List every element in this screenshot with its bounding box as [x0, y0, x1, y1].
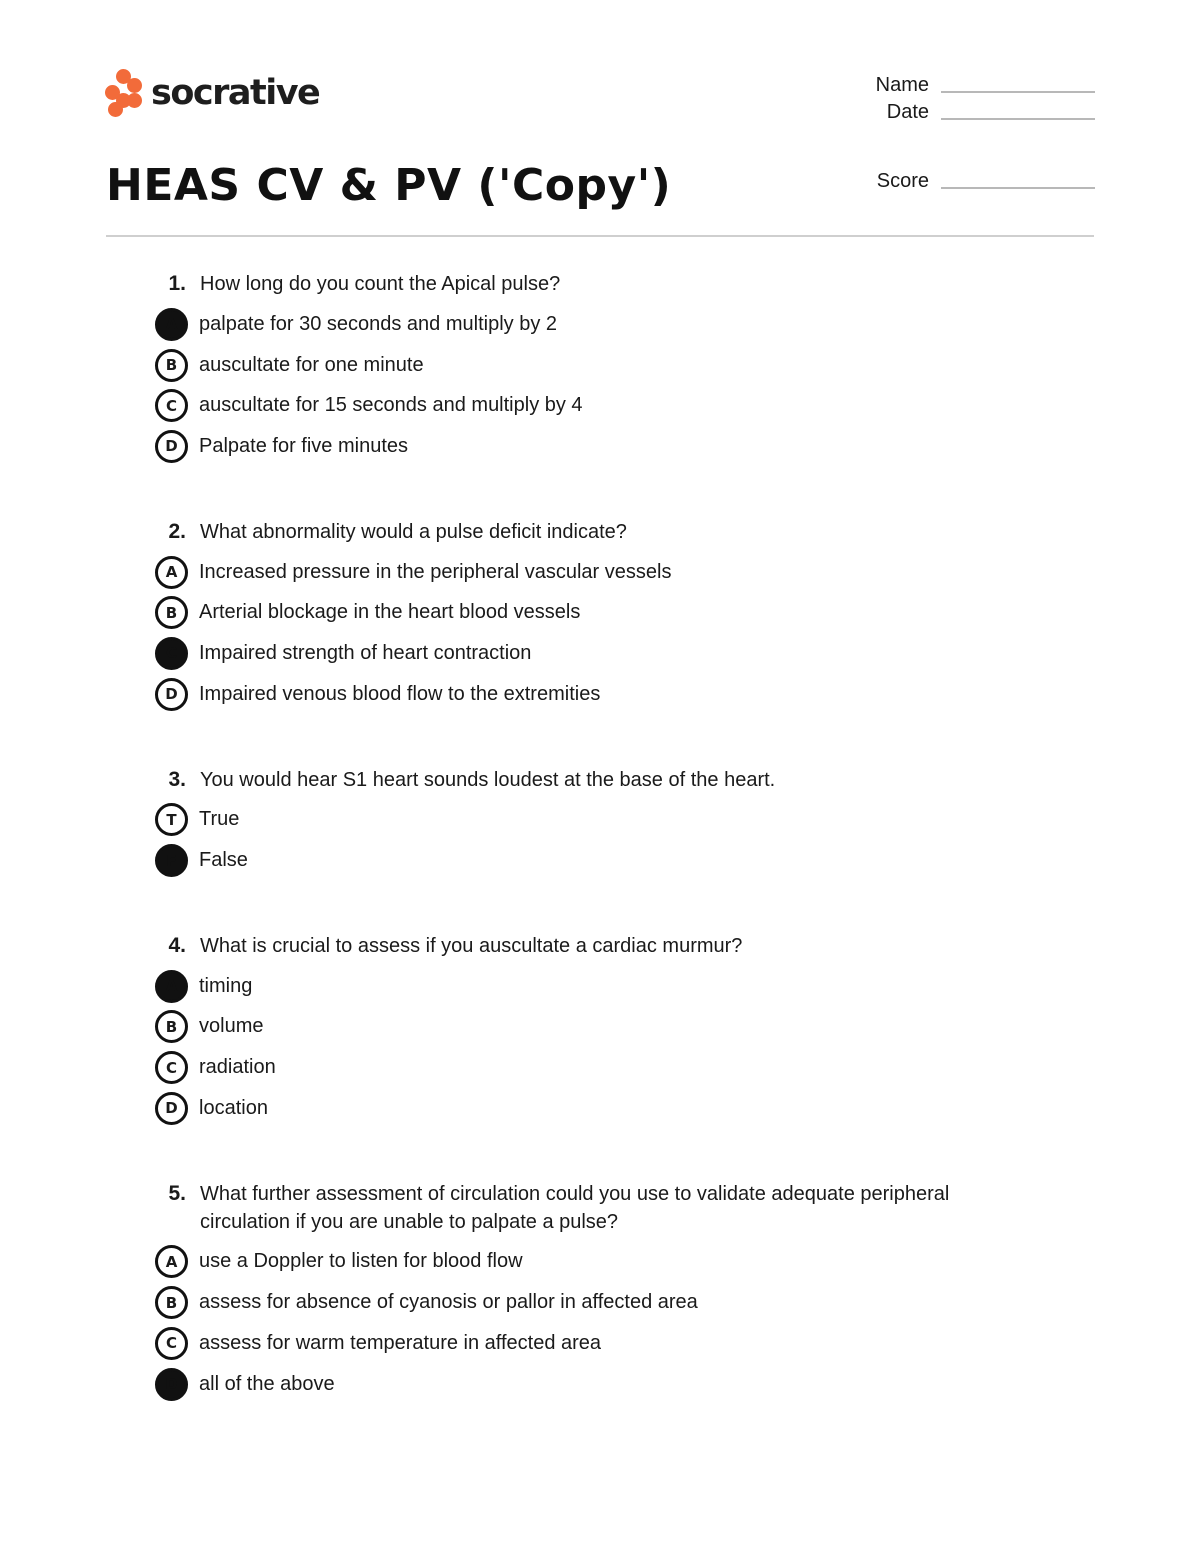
answer-bubble-filled-icon[interactable]: C — [155, 637, 188, 670]
date-field — [865, 101, 1095, 124]
answer-text: volume — [199, 1015, 264, 1038]
answer-option[interactable] — [155, 426, 1055, 467]
question-text: What abnormality would a pulse deficit indicate? — [200, 520, 627, 543]
answer-bubble-icon[interactable]: A — [155, 1245, 188, 1278]
answer-option[interactable] — [155, 1088, 1055, 1129]
question-header — [155, 1180, 1055, 1236]
question-number: 3. — [168, 767, 186, 791]
question-header — [155, 270, 1055, 298]
answer-bubble-icon[interactable]: D — [155, 430, 188, 463]
question-text: How long do you count the Apical pulse? — [200, 273, 561, 295]
answer-text: location — [199, 1096, 268, 1119]
answer-text: False — [199, 849, 248, 872]
score-field — [865, 170, 1095, 193]
answer-bubble-filled-icon[interactable]: D — [155, 1368, 188, 1401]
question-number: 2. — [168, 519, 186, 543]
question-text: What is crucial to assess if you auscultate a cardiac murmur? — [200, 934, 743, 957]
answer-bubble-icon[interactable]: C — [155, 1327, 188, 1360]
answer-text: use a Doppler to listen for blood flow — [199, 1250, 523, 1273]
name-line — [941, 91, 1095, 93]
answer-options — [155, 552, 1055, 715]
question-header — [155, 932, 1055, 960]
answer-bubble-icon[interactable]: B — [155, 1286, 188, 1319]
answer-text: Palpate for five minutes — [199, 434, 408, 457]
date-label: Date — [886, 101, 929, 123]
question-list — [155, 270, 1055, 1455]
question-number: 4. — [168, 933, 186, 957]
answer-option[interactable] — [155, 592, 1055, 633]
answer-bubble-filled-icon[interactable]: A — [155, 308, 188, 341]
answer-option[interactable] — [155, 1323, 1055, 1364]
quiz-title: HEAS CV & PV ('Copy') — [106, 160, 672, 211]
answer-text: assess for absence of cyanosis or pallor in affected area — [199, 1291, 698, 1314]
answer-bubble-icon[interactable]: C — [155, 1051, 188, 1084]
name-field — [865, 74, 1095, 97]
logo-wordmark: socrative — [151, 72, 320, 113]
answer-option[interactable] — [155, 304, 1055, 345]
question-header — [155, 518, 1055, 546]
answer-text: all of the above — [199, 1372, 335, 1395]
answer-text: assess for warm temperature in affected area — [199, 1331, 602, 1354]
answer-option[interactable] — [155, 552, 1055, 593]
answer-option[interactable] — [155, 966, 1055, 1007]
answer-option[interactable] — [155, 674, 1055, 715]
answer-option[interactable] — [155, 1007, 1055, 1048]
answer-option[interactable] — [155, 840, 1055, 881]
answer-text: auscultate for 15 seconds and multiply by 4 — [199, 394, 583, 417]
question-1 — [155, 270, 1055, 467]
answer-options — [155, 800, 1055, 881]
question-2 — [155, 518, 1055, 715]
answer-text: Arterial blockage in the heart blood vessels — [199, 601, 581, 624]
logo-hexagon-icon — [105, 69, 145, 117]
answer-text: Impaired venous blood flow to the extremities — [199, 682, 601, 705]
question-3 — [155, 766, 1055, 881]
answer-options — [155, 966, 1055, 1129]
question-4 — [155, 932, 1055, 1129]
question-number: 5. — [168, 1181, 186, 1205]
header-divider — [106, 235, 1094, 237]
answer-options — [155, 1242, 1055, 1405]
question-number: 1. — [168, 272, 186, 295]
answer-text: Impaired strength of heart contraction — [199, 641, 532, 664]
answer-bubble-icon[interactable]: A — [155, 556, 188, 589]
answer-option[interactable] — [155, 800, 1055, 841]
answer-bubble-icon[interactable]: C — [155, 389, 188, 422]
answer-bubble-icon[interactable]: B — [155, 1010, 188, 1043]
socrative-logo — [105, 68, 319, 118]
name-label: Name — [875, 74, 929, 96]
answer-option[interactable] — [155, 1047, 1055, 1088]
score-line — [941, 187, 1095, 189]
answer-bubble-filled-icon[interactable]: A — [155, 970, 188, 1003]
answer-bubble-icon[interactable]: D — [155, 1092, 188, 1125]
answer-text: Increased pressure in the peripheral vascular vessels — [199, 560, 672, 583]
answer-bubble-icon[interactable]: T — [155, 803, 188, 836]
question-5 — [155, 1180, 1055, 1405]
answer-bubble-icon[interactable]: D — [155, 678, 188, 711]
answer-text: True — [199, 808, 240, 831]
answer-options — [155, 304, 1055, 467]
answer-option[interactable] — [155, 1282, 1055, 1323]
question-text: What further assessment of circulation could you use to validate adequate peripheral circulation if you are unable to palpate a pulse? — [200, 1182, 950, 1233]
answer-option[interactable] — [155, 1364, 1055, 1405]
answer-bubble-icon[interactable]: B — [155, 596, 188, 629]
score-label: Score — [876, 170, 929, 192]
answer-bubble-filled-icon[interactable]: F — [155, 844, 188, 877]
answer-option[interactable] — [155, 345, 1055, 386]
question-header — [155, 766, 1055, 794]
answer-option[interactable] — [155, 385, 1055, 426]
question-text: You would hear S1 heart sounds loudest at the base of the heart. — [200, 768, 776, 791]
date-line — [941, 118, 1095, 120]
answer-option[interactable] — [155, 633, 1055, 674]
answer-text: auscultate for one minute — [199, 353, 424, 376]
answer-text: palpate for 30 seconds and multiply by 2 — [199, 312, 557, 335]
answer-option[interactable] — [155, 1242, 1055, 1283]
answer-text: radiation — [199, 1056, 276, 1079]
answer-bubble-icon[interactable]: B — [155, 349, 188, 382]
answer-text: timing — [199, 974, 253, 997]
